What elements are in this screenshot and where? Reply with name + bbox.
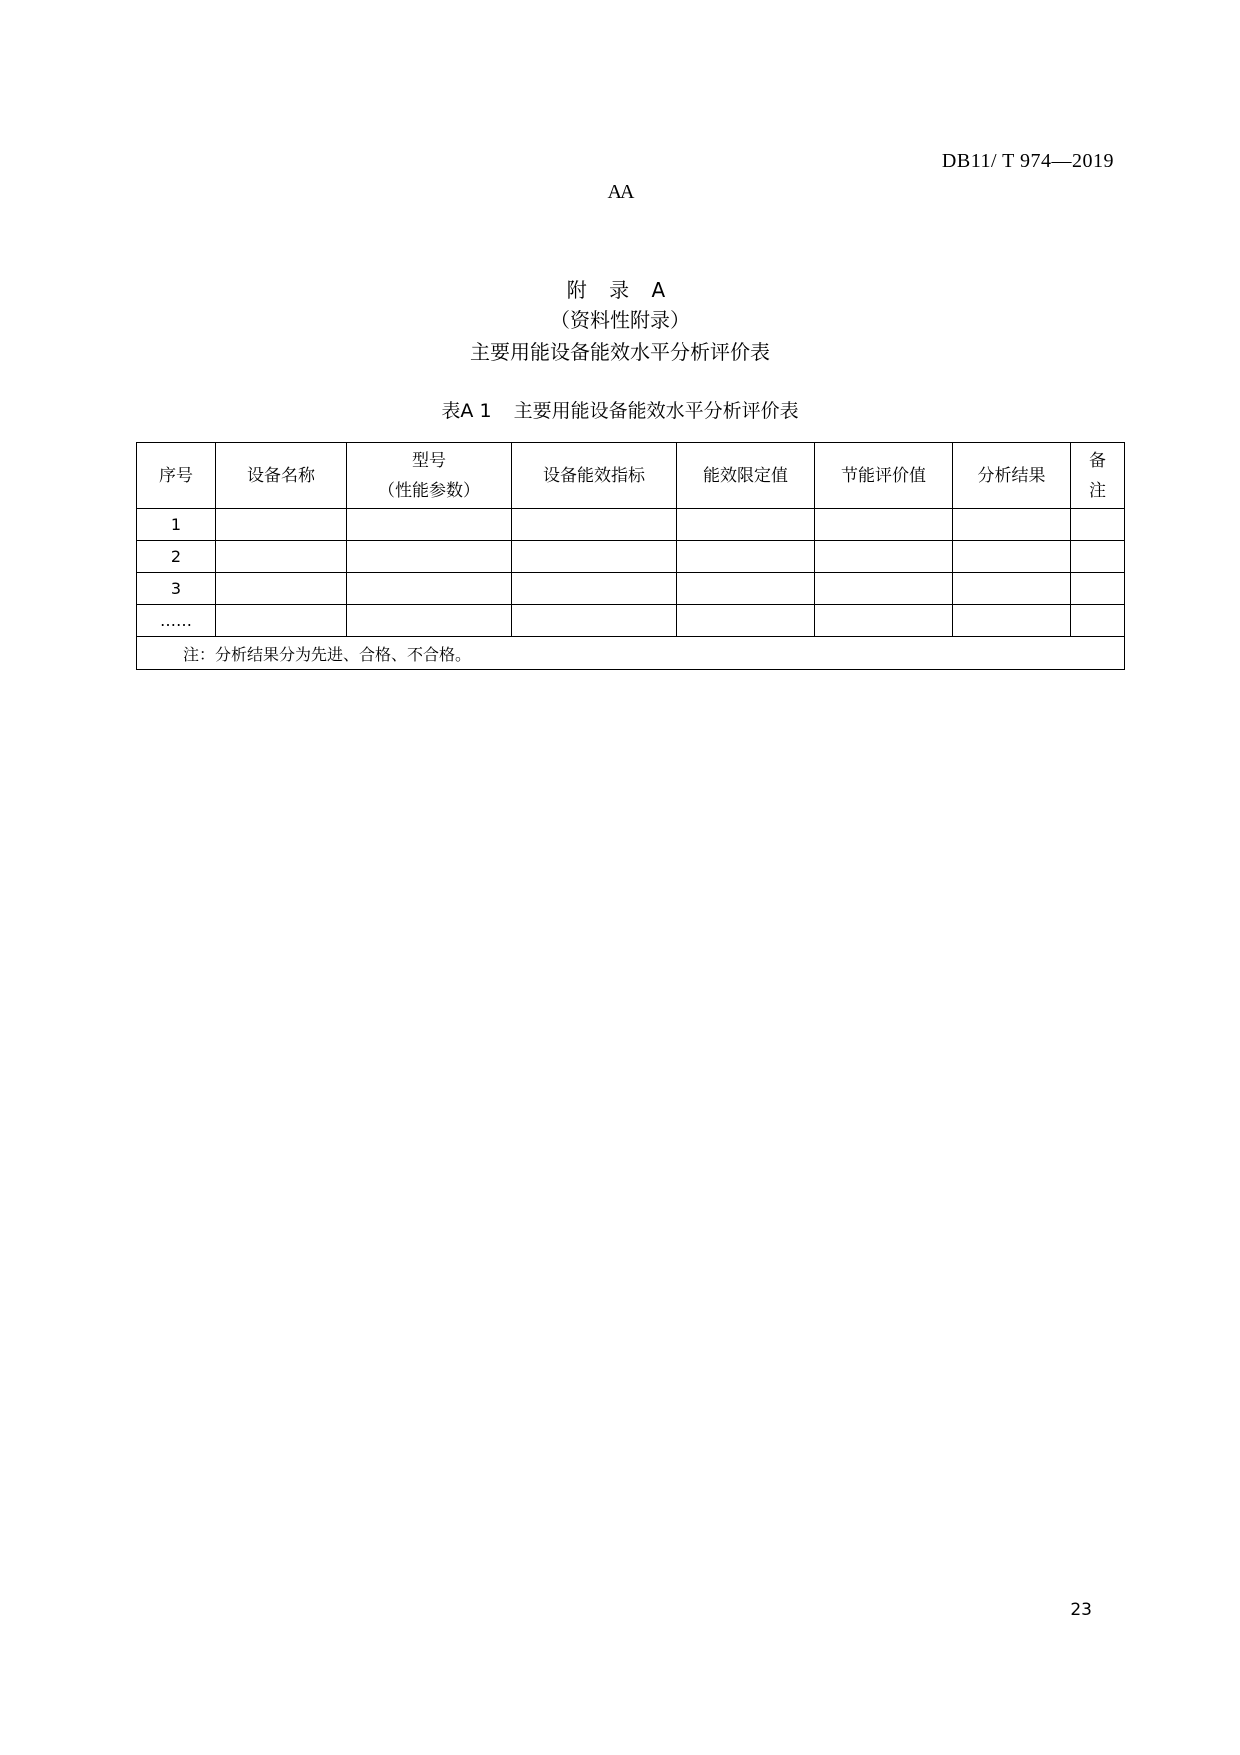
table-cell (347, 509, 512, 541)
table-cell (1071, 605, 1125, 637)
table-cell (815, 605, 953, 637)
header-evaluation-value: 节能评价值 (815, 443, 953, 509)
row-index: 3 (137, 573, 216, 605)
header-index: 序号 (137, 443, 216, 509)
table-cell (216, 605, 347, 637)
header-analysis-result: 分析结果 (953, 443, 1071, 509)
table-cell (815, 573, 953, 605)
table-note: 注：分析结果分为先进、合格、不合格。 (137, 637, 1125, 670)
table-cell (512, 541, 677, 573)
table-cell (216, 573, 347, 605)
table-cell (347, 573, 512, 605)
annex-title: 主要用能设备能效水平分析评价表 (470, 340, 770, 364)
table-row (137, 573, 1125, 605)
table-cell (216, 541, 347, 573)
table-cell (953, 573, 1071, 605)
table-cell (677, 541, 815, 573)
page-number: 23 (1070, 1600, 1092, 1620)
header-efficiency-index: 设备能效指标 (512, 443, 677, 509)
table-cell (677, 573, 815, 605)
table-cell (216, 509, 347, 541)
table-caption-title: 主要用能设备能效水平分析评价表 (513, 400, 799, 422)
table-caption-number: 表A 1 (441, 400, 492, 422)
table-cell (1071, 541, 1125, 573)
table-cell (347, 605, 512, 637)
table-cell (512, 605, 677, 637)
evaluation-table (136, 442, 1125, 670)
header-model: 型号 （性能参数） (347, 443, 512, 509)
table-cell (815, 541, 953, 573)
annex-label: 附 录 A (566, 278, 674, 302)
page-mark: AA (607, 181, 633, 203)
row-index: …… (137, 605, 216, 637)
table-cell (815, 509, 953, 541)
table-header-row (137, 443, 1125, 509)
annex-nature: （资料性附录） (550, 308, 690, 332)
table-cell (953, 541, 1071, 573)
table-cell (677, 509, 815, 541)
table-cell (1071, 573, 1125, 605)
header-device-name: 设备名称 (216, 443, 347, 509)
table-cell (1071, 509, 1125, 541)
table-note-row (137, 637, 1125, 670)
table-row (137, 605, 1125, 637)
table-row (137, 509, 1125, 541)
table-caption (0, 396, 1240, 423)
table-cell (347, 541, 512, 573)
header-limit-value: 能效限定值 (677, 443, 815, 509)
document-code: DB11/ T 974—2019 (941, 150, 1114, 172)
header-remarks: 备 注 (1071, 443, 1125, 509)
table-cell (953, 605, 1071, 637)
table-cell (512, 509, 677, 541)
table-row (137, 541, 1125, 573)
table-cell (953, 509, 1071, 541)
row-index: 1 (137, 509, 216, 541)
table-cell (677, 605, 815, 637)
table-cell (512, 573, 677, 605)
row-index: 2 (137, 541, 216, 573)
